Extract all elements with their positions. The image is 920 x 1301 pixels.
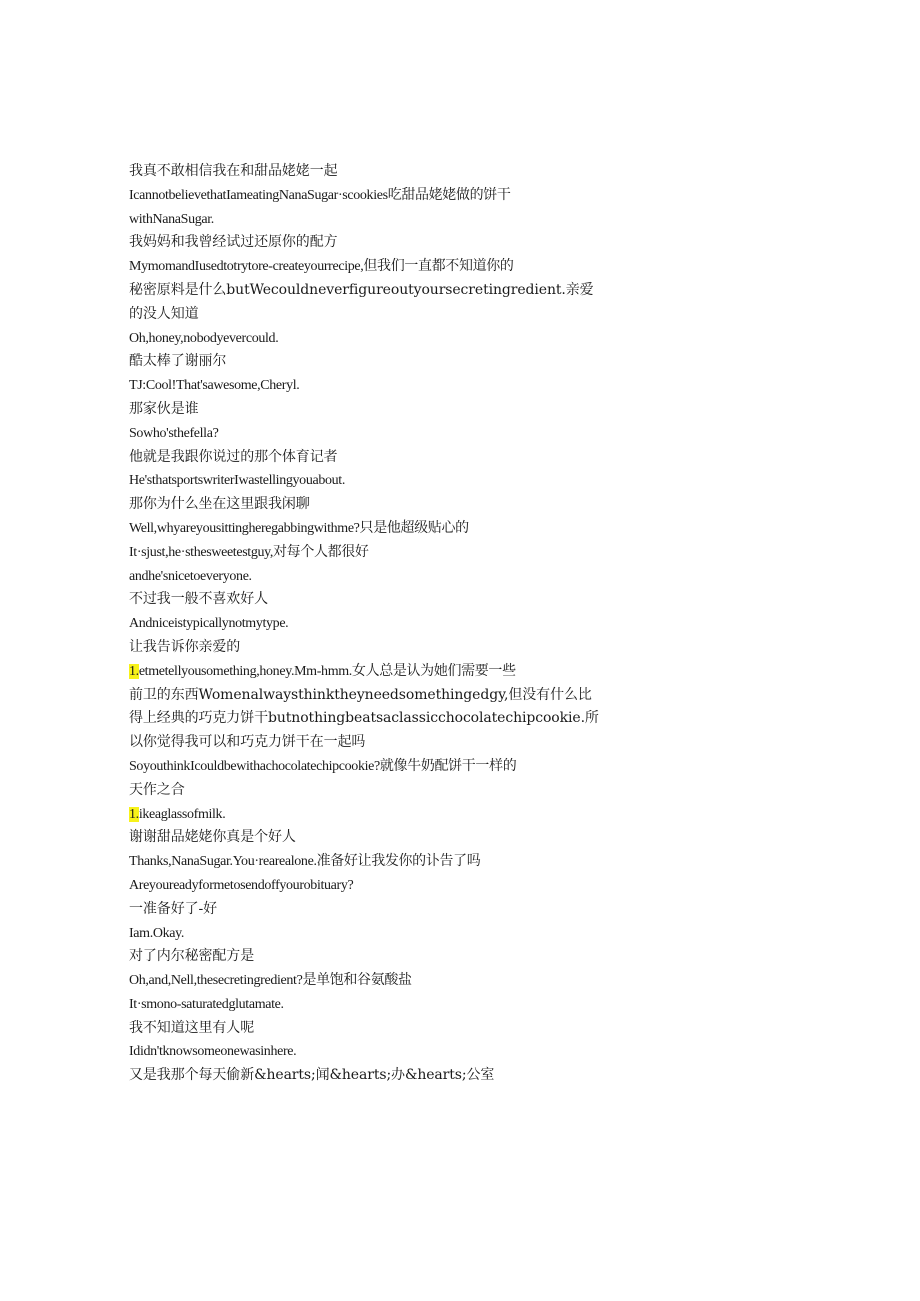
transcript-line — [129, 588, 609, 612]
line-text: SoyouthinkIcouldbewithachocolatechipcookie?就像牛奶配饼干一样的 — [129, 758, 517, 774]
line-text: 得上经典的巧克力饼干butnothingbeatsaclassicchocolatechipcookie.所 — [129, 710, 599, 727]
transcript-line — [129, 1017, 609, 1041]
line-text: MymomandIusedtotrytore-createyourrecipe,但我们一直都不知道你的 — [129, 259, 514, 275]
subtitle-transcript — [129, 160, 609, 1088]
transcript-line — [129, 660, 609, 684]
line-text: 让我告诉你亲爱的 — [129, 638, 241, 655]
line-text: Ididn'tknowsomeonewasinhere. — [129, 1044, 297, 1060]
line-text: TJ:Cool!That'sawesome,Cheryl. — [129, 378, 300, 394]
transcript-line — [129, 612, 609, 636]
transcript-line — [129, 374, 609, 398]
transcript-line — [129, 208, 609, 232]
line-text: 又是我那个每天偷新&hearts;闻&hearts;办&hearts;公室 — [129, 1067, 495, 1084]
transcript-line — [129, 898, 609, 922]
transcript-line — [129, 160, 609, 184]
transcript-line — [129, 1040, 609, 1064]
transcript-line — [129, 850, 609, 874]
transcript-line — [129, 231, 609, 255]
transcript-line — [129, 1064, 609, 1088]
transcript-line — [129, 565, 609, 589]
highlighted-text: 1. — [129, 663, 139, 679]
line-text: 酷太棒了谢丽尔 — [129, 353, 227, 370]
line-text: 我妈妈和我曾经试过还原你的配方 — [129, 234, 338, 251]
line-text: Areyoureadyformetosendoffyourobituary? — [129, 877, 354, 893]
transcript-line — [129, 993, 609, 1017]
line-text: 他就是我跟你说过的那个体育记者 — [129, 448, 338, 465]
line-text: 那家伙是谁 — [129, 400, 199, 417]
line-text: 天作之合 — [129, 781, 185, 798]
transcript-line — [129, 707, 609, 731]
transcript-line — [129, 803, 609, 827]
transcript-line — [129, 636, 609, 660]
transcript-line — [129, 279, 609, 303]
transcript-line — [129, 922, 609, 946]
line-text: ikeaglassofmilk. — [138, 806, 226, 822]
transcript-line — [129, 779, 609, 803]
line-text: Thanks,NanaSugar.You·rearealone.准备好让我发你的讣告了吗 — [129, 854, 481, 870]
transcript-line — [129, 945, 609, 969]
transcript-line — [129, 255, 609, 279]
line-text: Iam.Okay. — [129, 925, 185, 941]
line-text: andhe'snicetoeveryone. — [129, 568, 252, 584]
line-text: He'sthatsportswriterIwastellingyouabout. — [129, 473, 345, 489]
line-text: 谢谢甜品姥姥你真是个好人 — [129, 829, 296, 846]
line-text: withNanaSugar. — [129, 211, 214, 227]
transcript-line — [129, 327, 609, 351]
line-text: 那你为什么坐在这里跟我闲聊 — [129, 496, 310, 513]
transcript-line — [129, 826, 609, 850]
line-text: IcannotbelievethatIameatingNanaSugar·scookies吃甜品姥姥做的饼干 — [129, 187, 511, 203]
line-text: Oh,honey,nobodyevercould. — [129, 330, 279, 346]
line-text: etmetellyousomething,honey.Mm-hmm.女人总是认为她们需要一些 — [138, 663, 516, 679]
line-text: 前卫的东西Womenalwaysthinktheyneedsomethingedgy,但没有什么比 — [129, 686, 592, 703]
transcript-line — [129, 184, 609, 208]
highlighted-text: 1. — [129, 806, 139, 822]
line-text: Well,whyareyousittingheregabbingwithme?只是他超级贴心的 — [129, 520, 469, 536]
line-text: 不过我一般不喜欢好人 — [129, 591, 268, 608]
line-text: It·sjust,he·sthesweetestguy,对每个人都很好 — [129, 544, 369, 560]
transcript-line — [129, 469, 609, 493]
transcript-line — [129, 731, 609, 755]
line-text: 一准备好了-好 — [129, 900, 218, 917]
line-text: 对了内尔秘密配方是 — [129, 948, 255, 965]
transcript-line — [129, 969, 609, 993]
transcript-line — [129, 874, 609, 898]
transcript-line — [129, 398, 609, 422]
line-text: 秘密原料是什么butWecouldneverfigureoutyoursecretingredient.亲爱 — [129, 281, 594, 298]
transcript-line — [129, 684, 609, 708]
line-text: 我真不敢相信我在和甜品姥姥一起 — [129, 163, 338, 179]
line-text: 以你觉得我可以和巧克力饼干在一起吗 — [129, 734, 366, 751]
line-text: 我不知道这里有人呢 — [129, 1019, 255, 1036]
line-text: Andniceistypicallynotmytype. — [129, 616, 289, 632]
line-text: It·smono-saturatedglutamate. — [129, 996, 284, 1012]
transcript-line — [129, 517, 609, 541]
transcript-line — [129, 755, 609, 779]
line-text: Sowho'sthefella? — [129, 425, 219, 441]
transcript-line — [129, 303, 609, 327]
transcript-line — [129, 446, 609, 470]
line-text: Oh,and,Nell,thesecretingredient?是单饱和谷氨酸盐 — [129, 973, 412, 989]
line-text: 的没人知道 — [129, 305, 199, 322]
transcript-line — [129, 493, 609, 517]
transcript-line — [129, 541, 609, 565]
transcript-line — [129, 350, 609, 374]
transcript-line — [129, 422, 609, 446]
